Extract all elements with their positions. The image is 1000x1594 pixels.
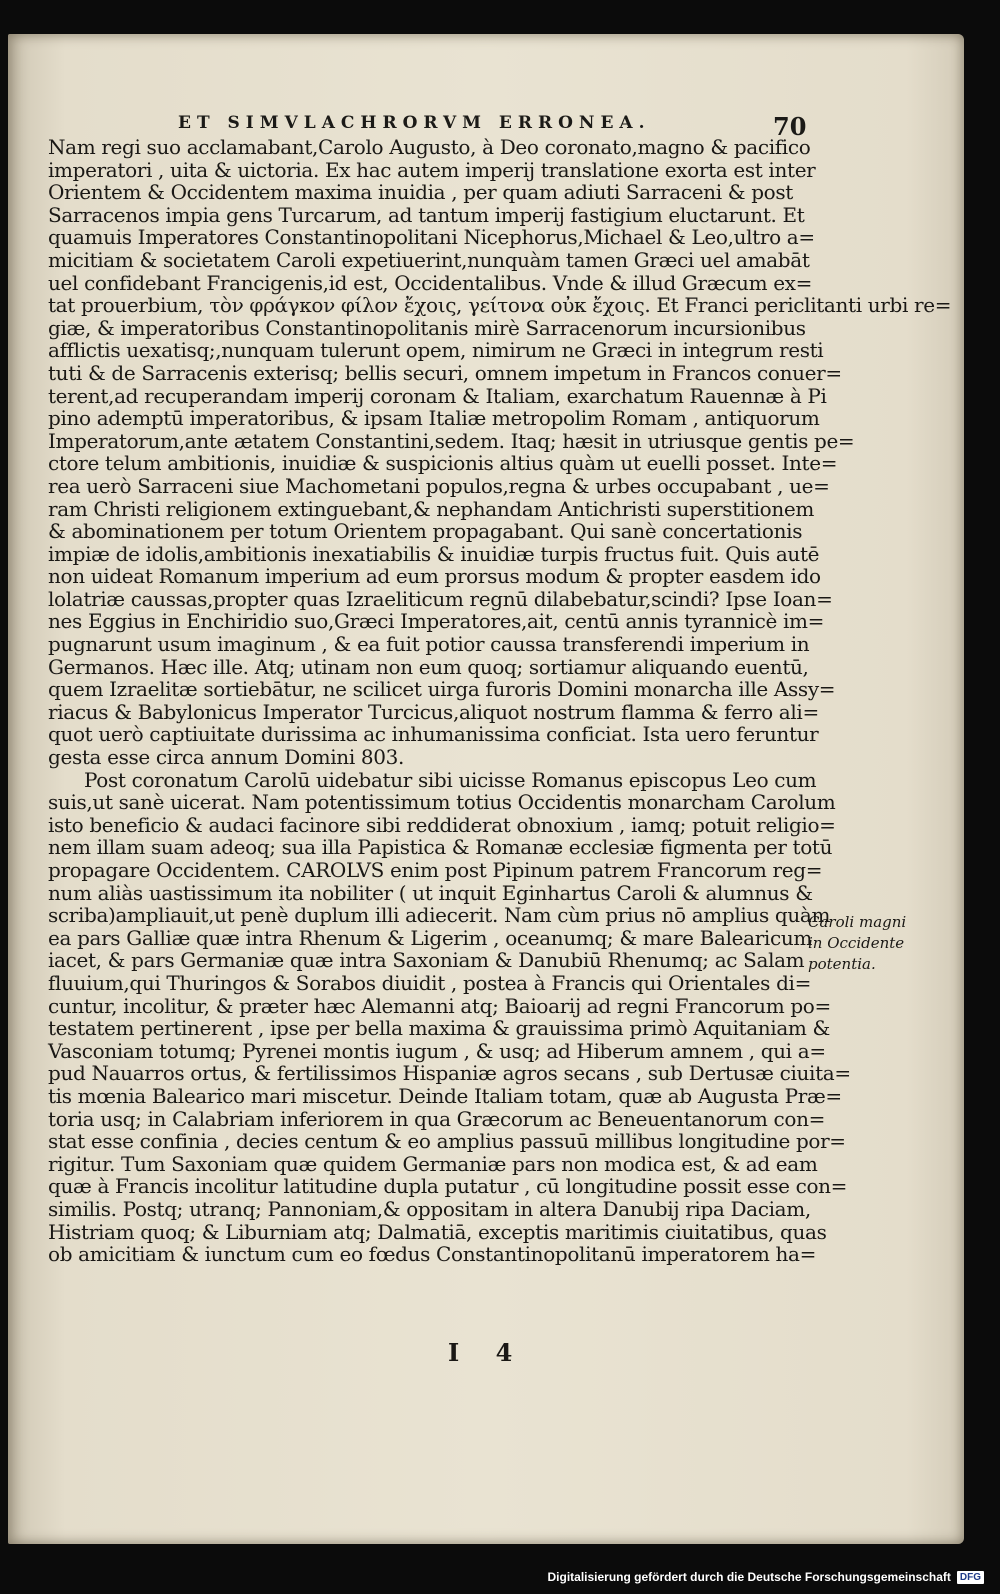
text-line: giæ, & imperatoribus Constantinopolitanis mirè Sarracenorum incursionibus	[48, 315, 806, 340]
text-line: ea pars Galliæ quæ intra Rhenum & Ligerim , oceanumq; & mare Balearicum	[48, 925, 812, 950]
text-line: quot uerò captiuitate durissima ac inhumanissima conficiat. Ista uero feruntur	[48, 722, 819, 747]
running-head: ET SIMVLACHRORVM ERRONEA.	[178, 113, 651, 133]
text-line: testatem pertinerent , ipse per bella maxima & grauissima primò Aquitaniam &	[48, 1016, 830, 1041]
text-line: ob amicitiam & iunctum cum eo fœdus Constantinopolitanū imperatorem ha=	[48, 1242, 817, 1267]
text-line: & abominationem per totum Orientem propagabant. Qui sanè concertationis	[48, 519, 803, 544]
text-line: Histriam quoq; & Liburniam atq; Dalmatiā, exceptis maritimis ciuitatibus, quas	[48, 1219, 827, 1244]
text-line: isto beneficio & audaci facinore sibi reddiderat obnoxium , iamq; potuit religio=	[48, 812, 836, 837]
marginal-note-line: potentia.	[808, 955, 876, 973]
text-line: Vasconiam totumq; Pyrenei montis iugum , & usq; ad Hiberum amnem , qui a=	[48, 1038, 826, 1063]
text-line: similis. Postq; utranq; Pannoniam,& oppositam in altera Danubij ripa Daciam,	[48, 1196, 811, 1221]
footer-text: Digitalisierung gefördert durch die Deutsche Forschungsgemeinschaft	[547, 1570, 951, 1584]
text-line: ctore telum ambitionis, inuidiæ & suspicionis altius quàm ut euelli posset. Inte=	[48, 451, 838, 476]
text-line: Germanos. Hæc ille. Atq; utinam non eum quoq; sortiamur aliquando euentū,	[48, 654, 809, 679]
text-line: gesta esse circa annum Domini 803.	[48, 745, 405, 770]
text-line: pugnarunt usum imaginum , & ea fuit potior caussa transferendi imperium in	[48, 632, 810, 657]
marginal-note	[808, 912, 908, 975]
text-line: uel confidebant Francigenis,id est, Occidentalibus. Vnde & illud Græcum ex=	[48, 270, 813, 295]
text-line: tuti & de Sarracenis exterisq; bellis securi, omnem impetum in Francos conuer=	[48, 360, 842, 385]
text-line: Orientem & Occidentem maxima inuidia , per quam adiuti Sarraceni & post	[48, 180, 793, 205]
text-line: tis mœnia Balearico mari miscetur. Deinde Italiam totam, quæ ab Augusta Præ=	[48, 1083, 842, 1108]
text-line: suis,ut sanè uicerat. Nam potentissimum totius Occidentis monarcham Carolum	[48, 790, 836, 815]
text-line: nem illam suam adeoq; sua illa Papistica & Romanæ ecclesiæ figmenta per totū	[48, 835, 833, 860]
marginal-note-line: Caroli magni	[808, 913, 907, 931]
text-line: Post coronatum Carolū uidebatur sibi uicisse Romanus episcopus Leo cum	[84, 767, 817, 792]
text-line: riacus & Babylonicus Imperator Turcicus,aliquot nostrum flamma & ferro ali=	[48, 699, 819, 724]
text-line: imperatori , uita & uictoria. Ex hac autem imperij translatione exorta est inter	[48, 157, 816, 182]
text-line: nes Eggius in Enchiridio suo,Græci Imperatores,ait, centū annis tyrannicè im=	[48, 609, 825, 634]
text-line: quæ à Francis incolitur latitudine dupla putatur , cū longitudine possit esse con=	[48, 1174, 848, 1199]
text-line: Nam regi suo acclamabant,Carolo Augusto, à Deo coronato,magno & pacifico	[48, 135, 811, 159]
marginal-note-line: in Occidente	[808, 934, 905, 952]
text-line: rigitur. Tum Saxoniam quæ quidem Germaniæ pars non modica est, & ad eam	[48, 1151, 818, 1176]
text-line: ram Christi religionem extinguebant,& nephandam Antichristi superstitionem	[48, 496, 814, 521]
text-line: tat prouerbium, τὸν φράγκον φίλον ἔχοις, γείτονα οὐκ ἔχοις. Et Franci periclitanti urbi re=	[48, 293, 952, 318]
text-line: quamuis Imperatores Constantinopolitani Nicephorus,Michael & Leo,ultro a=	[48, 225, 815, 250]
dfg-logo-icon: DFG	[957, 1571, 984, 1584]
text-line: scriba)ampliauit,ut penè duplum illi adiecerit. Nam cùm prius nō amplius quàm	[48, 903, 831, 928]
text-line: pud Nauarros ortus, & fertilissimos Hispaniæ agros secans , sub Dertusæ ciuita=	[48, 1061, 851, 1086]
text-line: toria usq; in Calabriam inferiorem in qua Græcorum ac Beneuentanorum con=	[48, 1106, 826, 1131]
digitization-footer	[547, 1570, 984, 1584]
text-line: Sarracenos impia gens Turcarum, ad tantum imperij fastigium eluctarunt. Et	[48, 202, 805, 227]
text-line: terent,ad recuperandam imperij coronam & Italiam, exarchatum Rauennæ à Pi	[48, 383, 827, 408]
text-line: stat esse confinia , decies centum & eo amplius passuū millibus longitudine por=	[48, 1129, 846, 1154]
text-line: Imperatorum,ante ætatem Constantini,sedem. Itaq; hæsit in utriusque gentis pe=	[48, 428, 855, 453]
page-number: 70	[773, 112, 807, 141]
text-line: num aliàs uastissimum ita nobiliter ( ut inquit Eginhartus Caroli & alumnus &	[48, 880, 813, 905]
text-line: pino ademptū imperatoribus, & ipsam Italiæ metropolim Romam , antiquorum	[48, 406, 820, 431]
text-line: propagare Occidentem. CAROLVS enim post Pipinum patrem Francorum reg=	[48, 858, 823, 882]
text-line: rea uerò Sarraceni siue Machometani populos,regna & urbes occupabant , ue=	[48, 473, 830, 498]
signature-mark: I 4	[448, 1338, 527, 1367]
text-line: non uideat Romanum imperium ad eum prorsus modum & propter easdem ido	[48, 564, 821, 589]
text-line: fluuium,qui Thuringos & Sorabos diuidit , postea à Francis qui Orientales di=	[48, 970, 811, 995]
text-line: afflictis uexatisq;,nunquam tulerunt opem, nimirum ne Græci in integrum resti	[48, 338, 824, 363]
text-line: impiæ de idolis,ambitionis inexatiabilis & inuidiæ turpis fructus fuit. Quis autē	[48, 541, 820, 566]
text-line: quem Izraelitæ sortiebātur, ne scilicet uirga furoris Domini monarcha ille Assy=	[48, 677, 836, 702]
text-line: lolatriæ caussas,propter quas Izraeliticum regnū dilabebatur,scindi? Ipse Ioan=	[48, 586, 833, 611]
text-line: iacet, & pars Germaniæ quæ intra Saxoniam & Danubiū Rhenumq; ac Salam	[48, 948, 805, 973]
text-line: cuntur, incolitur, & præter hæc Alemanni atq; Baioarij ad regni Francorum po=	[48, 993, 831, 1018]
text-line: micitiam & societatem Caroli expetiuerint,nunquàm tamen Græci uel amabāt	[48, 247, 810, 272]
